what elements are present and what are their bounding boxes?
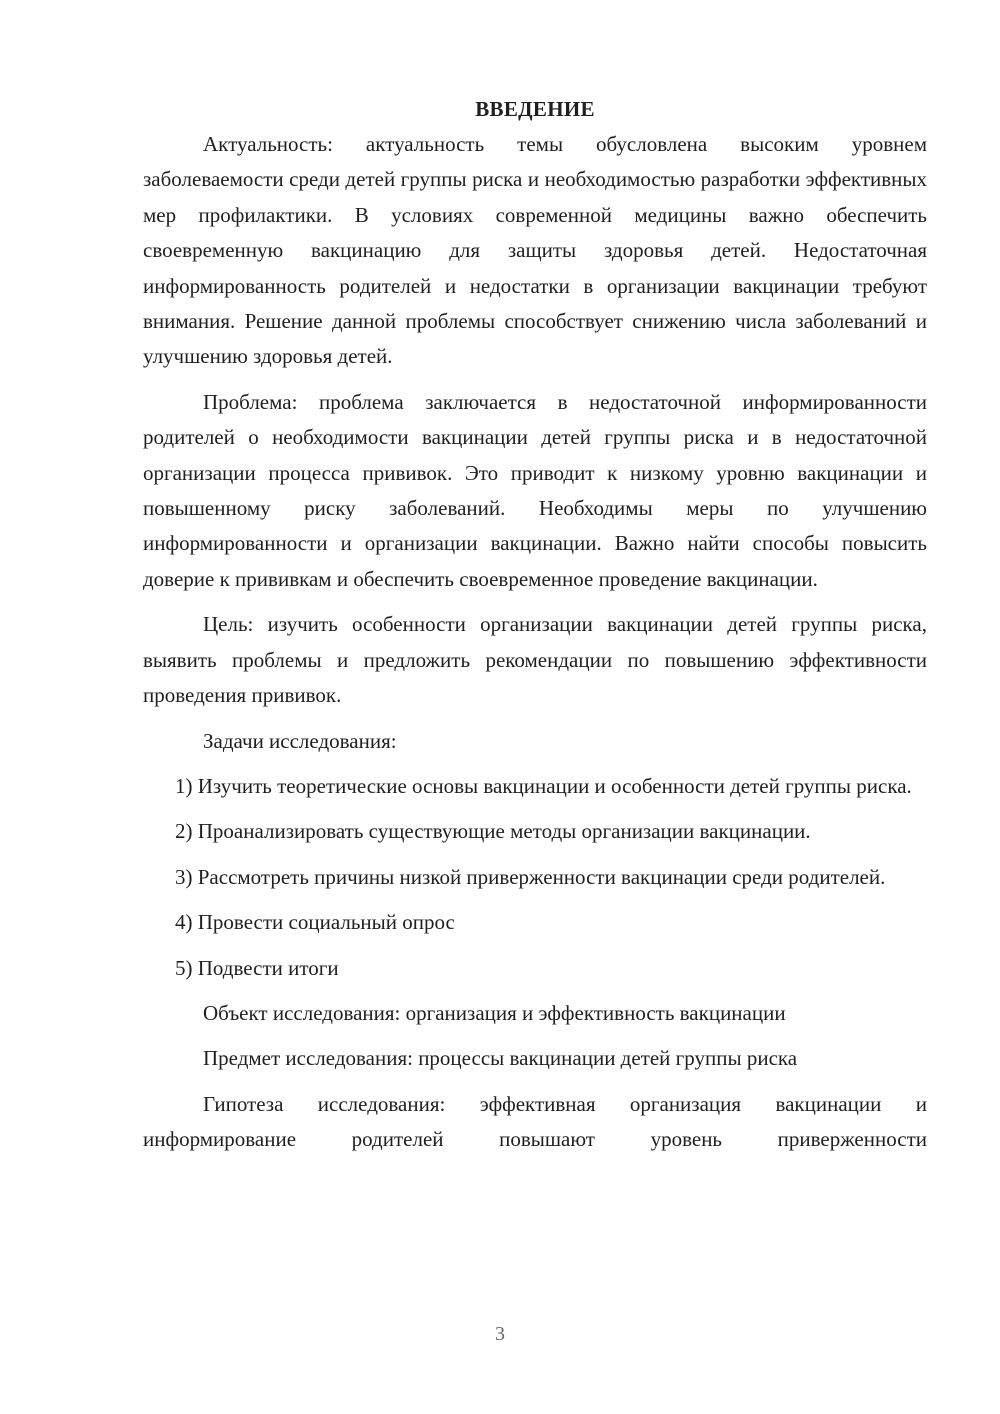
relevance-paragraph: Актуальность: актуальность темы обусловлена высоким уровнем заболеваемости среди детей группы риска и необходимостью разработки эффективных мер профилактики. В условиях современной медицины важно обеспечить своевременную вакцинацию для защиты здоровья детей. Недостаточная информированность родителей и недостатки в организации вакцинации требуют внимания. Решение данной проблемы способствует снижению числа заболеваний и улучшению здоровья детей. — [143, 132, 927, 369]
page-title: ВВЕДЕНИЕ — [475, 97, 595, 121]
task-item-2: 2) Проанализировать существующие методы организации вакцинации. — [175, 819, 811, 844]
task-item-4: 4) Провести социальный опрос — [175, 910, 455, 935]
research-object: Объект исследования: организация и эффективность вакцинации — [203, 1000, 786, 1025]
task-item-1: 1) Изучить теоретические основы вакцинации и особенности детей группы риска. — [175, 773, 912, 798]
problem-paragraph: Проблема: проблема заключается в недостаточной информированности родителей о необходимости вакцинации детей группы риска и в недостаточной организации процесса прививок. Это приводит к низкому уровню вакцинации и повышенному риску заболеваний. Необходимы меры по улучшению информированности и организации вакцинации. Важно найти способы повысить доверие к прививкам и обеспечить своевременное проведение вакцинации. — [143, 389, 927, 591]
goal-paragraph: Цель: изучить особенности организации вакцинации детей группы риска, выявить проблемы и предложить рекомендации по повышению эффективности проведения прививок. — [143, 612, 927, 708]
task-item-5: 5) Подвести итоги — [175, 955, 339, 980]
page-number: 3 — [495, 1323, 505, 1345]
document-page — [143, 92, 927, 1158]
tasks-heading: Задачи исследования: — [203, 728, 397, 753]
task-item-3: 3) Рассмотреть причины низкой приверженности вакцинации среди родителей. — [175, 864, 886, 889]
research-subject: Предмет исследования: процессы вакцинации детей группы риска — [203, 1046, 798, 1071]
research-hypothesis: Гипотеза исследования: эффективная организация вакцинации и информирование родителей повышают уровень приверженности — [143, 1091, 927, 1152]
